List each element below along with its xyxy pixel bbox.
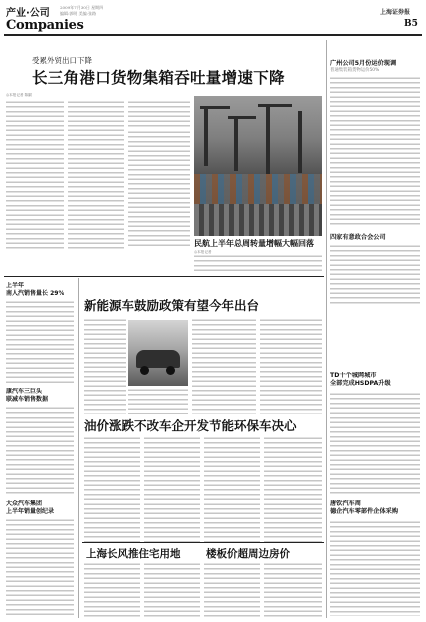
land-headline-1: 上海长风推住宅用地 — [86, 548, 181, 560]
editor-line: 编辑:郭明 美编:张路 — [60, 11, 96, 16]
left-body-1 — [6, 300, 74, 384]
oil-body-col-4 — [264, 436, 322, 542]
car-photo — [128, 320, 188, 386]
lead-byline: ◎本报记者 陈嗣 — [6, 93, 32, 97]
oil-headline: 油价涨跌不改车企开发节能环保车决心 — [84, 418, 297, 433]
oil-body-col-3 — [204, 436, 260, 542]
land-body-col-1 — [84, 562, 140, 618]
right-body-2 — [330, 244, 420, 306]
right-headline-2: 四家有意政合会公司 — [330, 234, 386, 241]
oil-body-col-2 — [144, 436, 200, 542]
nev-body-col-3 — [192, 318, 256, 414]
lead-kicker: 受累外贸出口下降 — [32, 56, 92, 65]
lead-headline: 长三角港口货物集箱吞吐量增速下降 — [32, 69, 285, 87]
section-title-en: Companies — [6, 18, 84, 33]
lead-body-col-3 — [128, 100, 190, 128]
aviation-headline: 民航上半年总周转量增幅大幅回落 — [194, 239, 314, 248]
lead-body-col-4 — [128, 130, 190, 248]
port-photo — [194, 96, 322, 236]
oil-bottom-rule — [82, 542, 324, 543]
left-body-2 — [6, 406, 74, 494]
right-subhead-1: 普通集装箱货物运价50% — [330, 68, 380, 73]
left-headline-2: 康汽车三巨头 联减车销售数据 — [6, 388, 49, 403]
right-headline-1: 广州公司5月份运价现调 — [330, 60, 397, 67]
masthead-rule — [4, 34, 422, 36]
land-headline-2: 楼板价超周边房价 — [206, 548, 290, 560]
land-body-col-4 — [264, 562, 322, 618]
left-headline-3: 大众汽车集团 上半年销量创纪录 — [6, 500, 55, 515]
aviation-body — [194, 254, 322, 274]
paper-name: 上海证券报 — [380, 9, 411, 16]
right-body-1 — [330, 76, 420, 226]
nev-body-col-4 — [260, 318, 322, 414]
left-column-divider — [78, 278, 79, 618]
page-number: B5 — [404, 19, 418, 29]
right-column-divider — [326, 40, 327, 618]
date-line: 2009年7月30日 星期四 — [60, 5, 104, 10]
aviation-byline: ◎本报记者 — [194, 250, 212, 254]
nev-body-col-2 — [128, 388, 188, 414]
nev-body-col-1 — [84, 318, 126, 414]
right-headline-3: TD十个城网城市 全部完成HSDPA升级 — [330, 372, 391, 387]
right-body-3 — [330, 392, 420, 496]
right-headline-4: 唐钦汽车周 德企汽车零部件企体采购 — [330, 500, 399, 515]
land-body-col-2 — [144, 562, 200, 618]
land-body-col-3 — [204, 562, 260, 618]
lead-body-col-1 — [6, 100, 64, 250]
lead-bottom-rule — [4, 276, 324, 277]
oil-body-col-1 — [84, 436, 140, 542]
left-headline-1: 上半年 南人汽销售量长 29% — [6, 282, 65, 297]
right-body-4 — [330, 520, 420, 616]
nev-headline: 新能源车鼓励政策有望今年出台 — [84, 298, 260, 313]
left-body-3 — [6, 518, 74, 616]
lead-body-col-2 — [68, 100, 124, 250]
section-title: 产业·公司 — [6, 8, 50, 19]
